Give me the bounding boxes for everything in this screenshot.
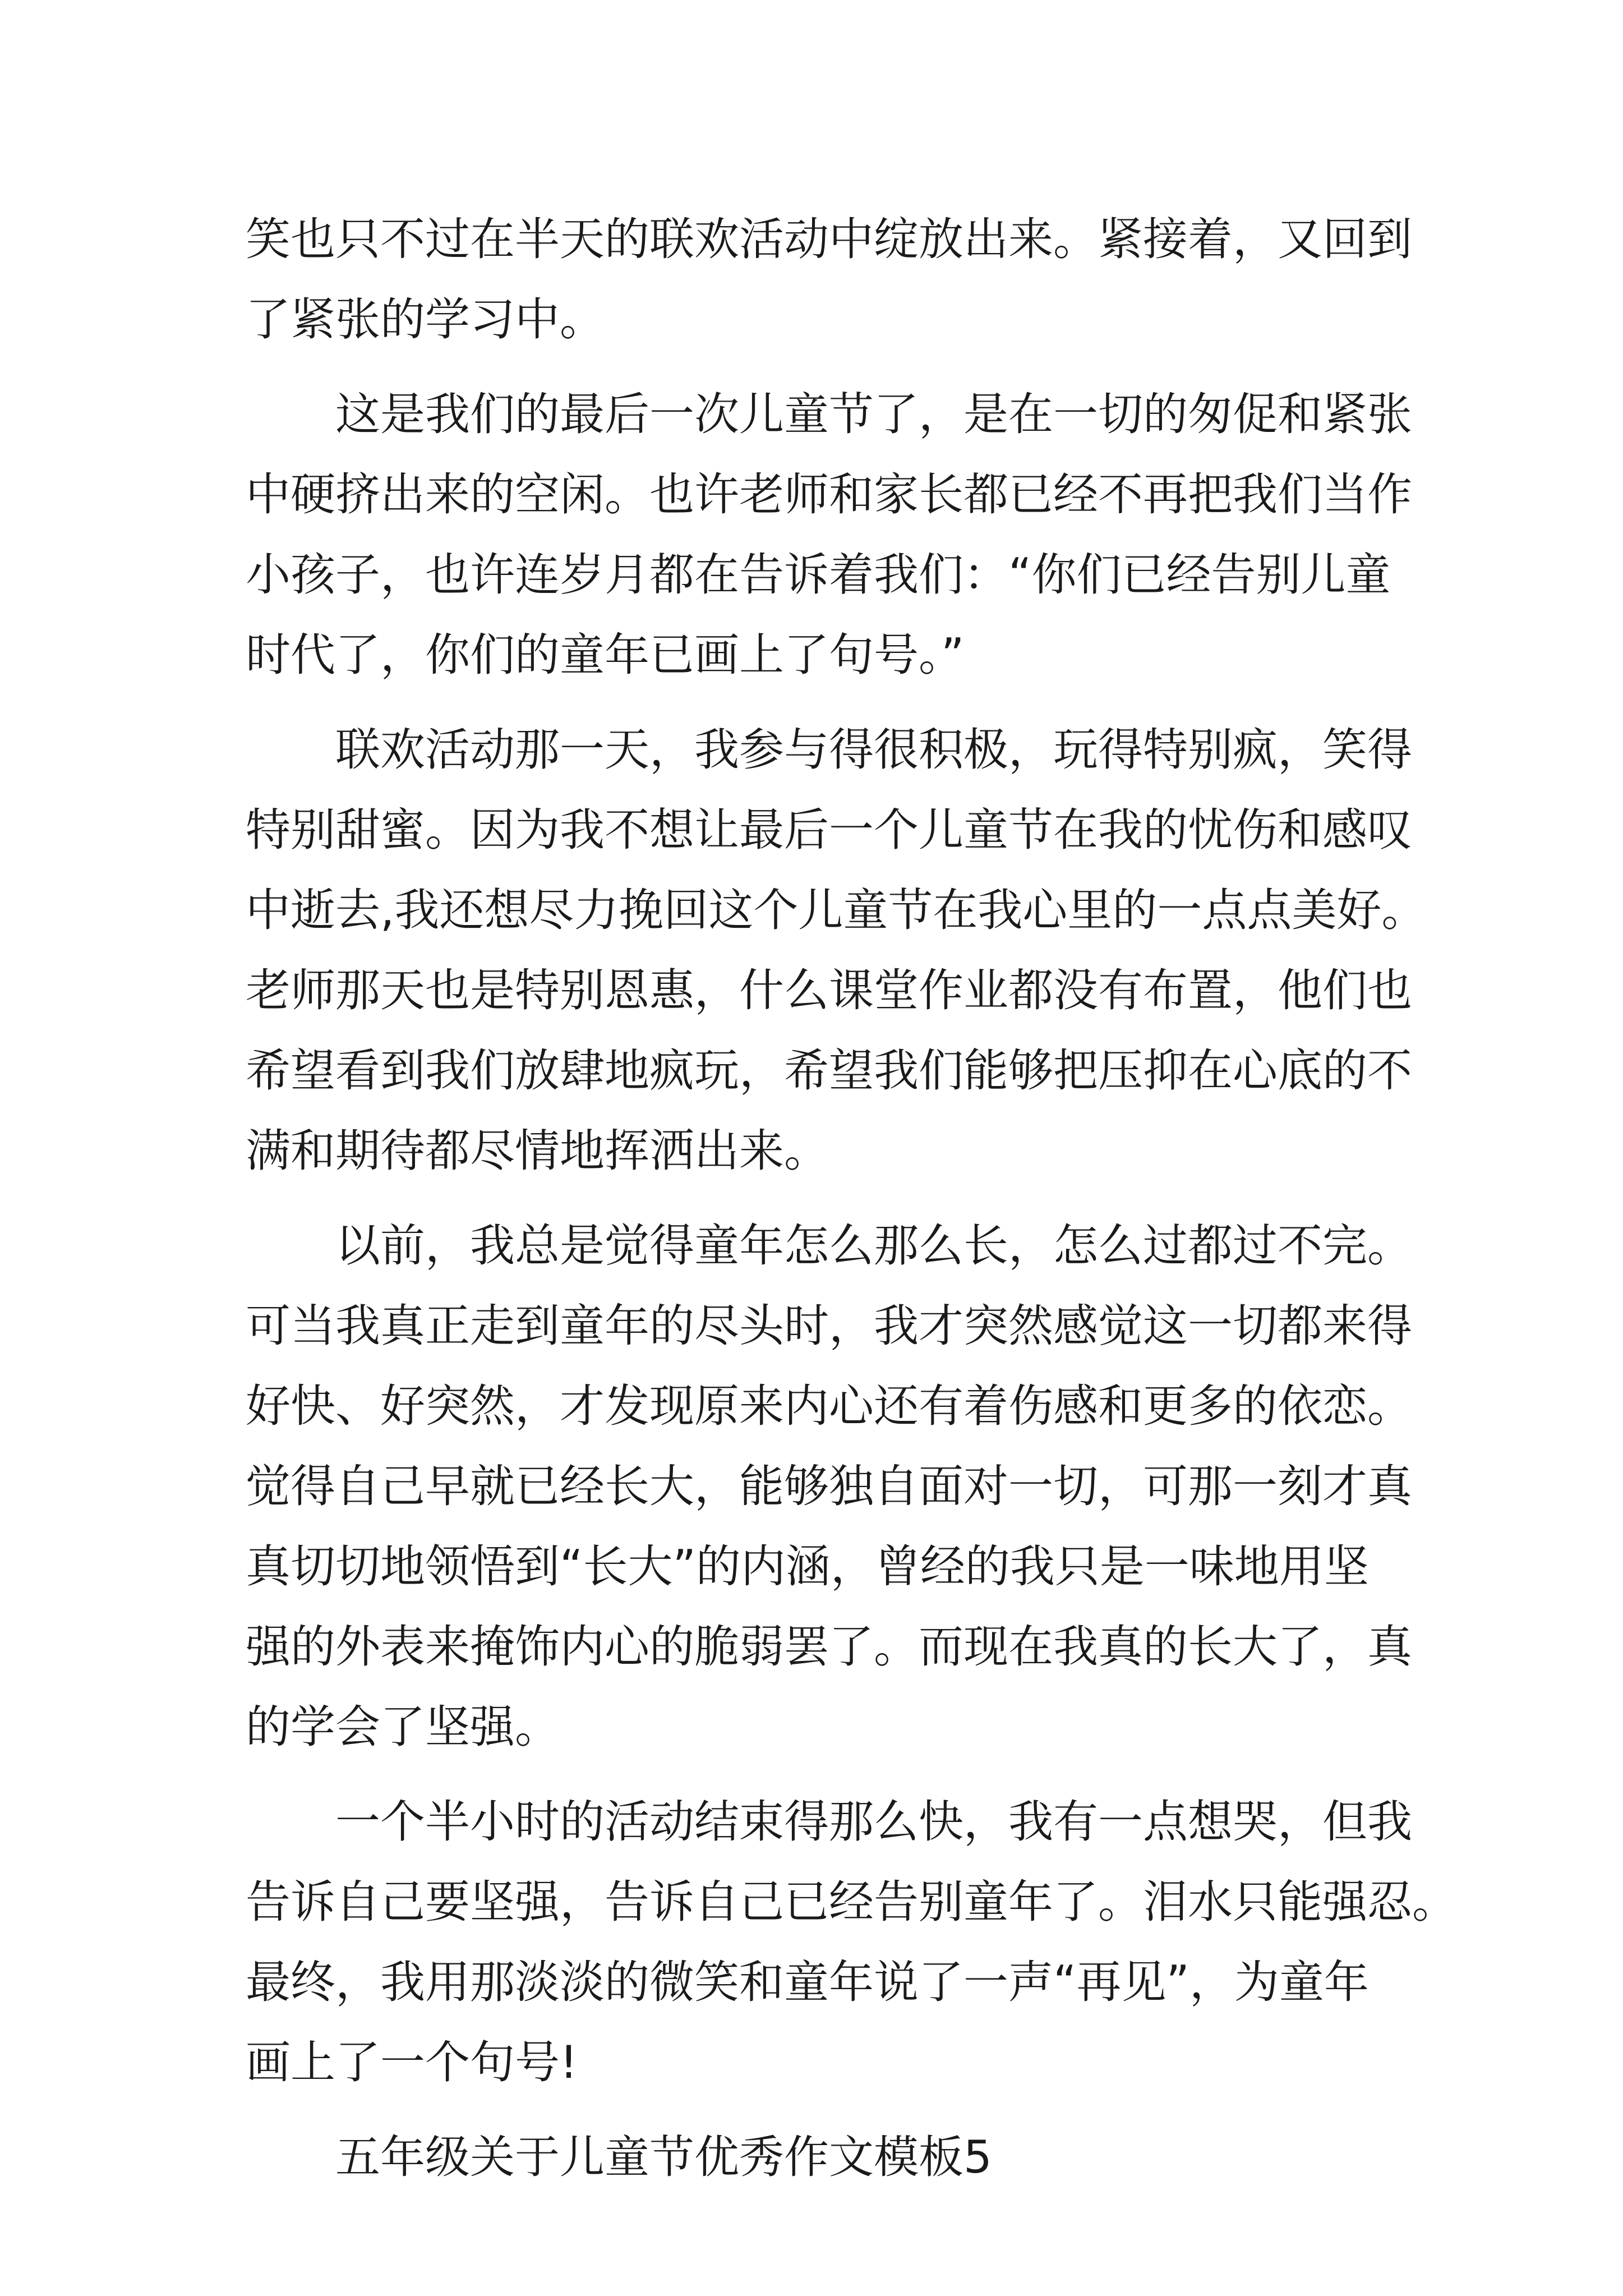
text-line: 满和期待都尽情地挥洒出来。 <box>246 1125 829 1177</box>
text-line: 好快、好突然，才发现原来内心还有着伤感和更多的依恋。 <box>246 1380 1412 1432</box>
text-line: 希望看到我们放肆地疯玩，希望我们能够把压抑在心底的不 <box>246 1045 1412 1097</box>
text-line: 了紧张的学习中。 <box>246 293 605 346</box>
essay-body <box>246 199 1457 2197</box>
paragraph-2 <box>246 374 1412 695</box>
text-line: 特别甜蜜。因为我不想让最后一个儿童节在我的忧伤和感叹 <box>246 804 1412 856</box>
text-line: 的学会了坚强。 <box>246 1701 560 1753</box>
text-line: 小孩子，也许连岁月都在告诉着我们：“你们已经告别儿童 <box>246 549 1391 601</box>
text-line: 告诉自己要坚强，告诉自己已经告别童年了。泪水只能强忍。 <box>246 1876 1457 1928</box>
text-line: 觉得自己早就已经长大，能够独自面对一切，可那一刻才真 <box>246 1460 1412 1512</box>
text-line: 一个半小时的活动结束得那么快，我有一点想哭，但我 <box>335 1796 1412 1848</box>
paragraph-4 <box>246 1205 1412 1767</box>
heading-line: 五年级关于儿童节优秀作文模板5 <box>335 2131 992 2183</box>
paragraph-gap <box>246 360 1395 374</box>
paragraph-gap <box>246 695 1395 710</box>
paragraph-gap <box>246 1767 1395 1782</box>
text-line: 画上了一个句号! <box>246 2036 578 2088</box>
text-line: 时代了，你们的童年已画上了句号。” <box>246 629 965 681</box>
text-line: 笑也只不过在半天的联欢活动中绽放出来。紧接着，又回到 <box>246 213 1412 265</box>
text-line: 最终，我用那淡淡的微笑和童年说了一声“再见”，为童年 <box>246 1956 1369 2008</box>
paragraph-gap <box>246 1191 1395 1205</box>
paragraph-1 <box>246 199 1412 360</box>
text-line: 联欢活动那一天，我参与得很积极，玩得特别疯，笑得 <box>335 724 1412 776</box>
text-line: 老师那天也是特别恩惠，什么课堂作业都没有布置，他们也 <box>246 964 1412 1016</box>
text-line: 可当我真正走到童年的尽头时，我才突然感觉这一切都来得 <box>246 1300 1412 1352</box>
text-line: 这是我们的最后一次儿童节了，是在一切的匆促和紧张 <box>335 388 1412 440</box>
paragraph-5 <box>246 1782 1457 2102</box>
text-line: 中逝去,我还想尽力挽回这个儿童节在我心里的一点点美好。 <box>246 884 1427 936</box>
text-line: 中硬挤出来的空闲。也许老师和家长都已经不再把我们当作 <box>246 468 1412 521</box>
text-line: 强的外表来掩饰内心的脆弱罢了。而现在我真的长大了，真 <box>246 1621 1412 1673</box>
paragraph-gap <box>246 2102 1395 2117</box>
text-line: 以前，我总是觉得童年怎么那么长，怎么过都过不完。 <box>335 1220 1412 1272</box>
section-heading <box>246 2117 1395 2197</box>
text-line: 真切切地领悟到“长大”的内涵，曾经的我只是一味地用坚 <box>246 1540 1369 1593</box>
paragraph-3 <box>246 710 1427 1191</box>
